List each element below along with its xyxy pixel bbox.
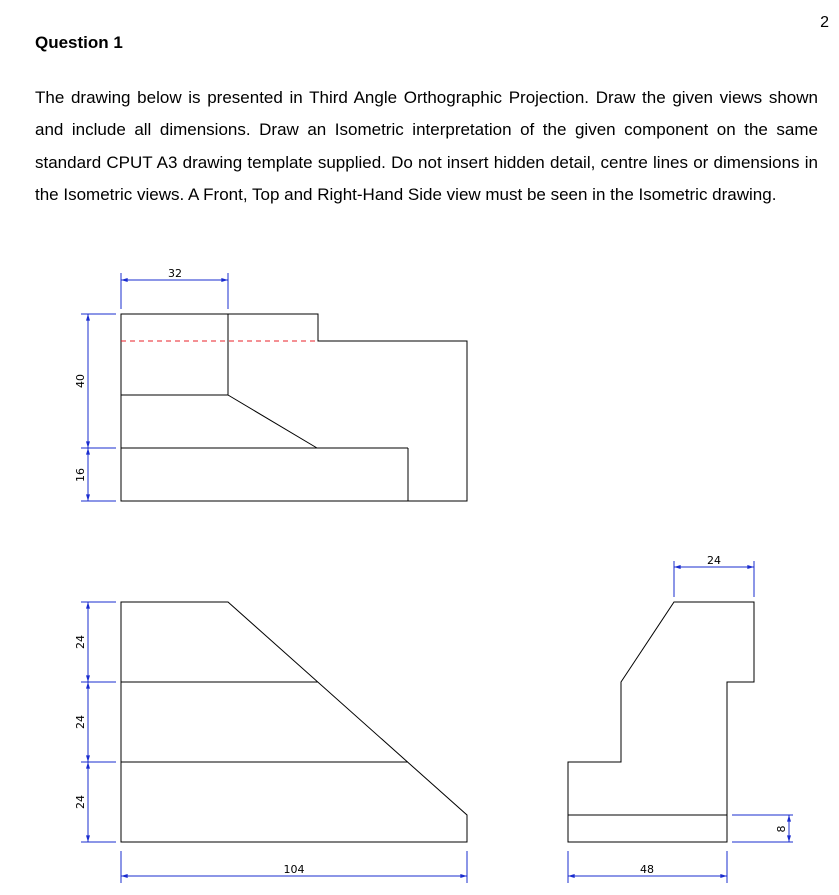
top-view-slope-line [228, 395, 317, 448]
dim-label-16: 16 [74, 468, 87, 482]
dim-label-24-b: 24 [74, 715, 87, 729]
front-view-outline [121, 602, 467, 842]
dim-label-24-side: 24 [707, 554, 721, 567]
dim-label-48: 48 [640, 863, 654, 876]
question-title: Question 1 [35, 33, 123, 52]
side-view-outline [568, 602, 754, 842]
front-view-dimensions [81, 602, 467, 883]
side-view [568, 602, 754, 842]
top-view-dimensions [81, 273, 228, 501]
question-text: The drawing below is presented in Third Angle Orthographic Projection. Draw the given views shown and include all dimensions. Draw an Isometric interpretation of the given component on the same standard CPUT A3 drawing template supplied. Do not insert hidden detail, centre lines or dimensions in the Isometric views. A Front, Top and Right-Hand Side view must be seen in the Isometric drawing. [35, 88, 818, 204]
dim-label-8: 8 [775, 825, 788, 833]
dim-label-40: 40 [74, 374, 87, 388]
dim-label-32: 32 [168, 267, 182, 280]
dim-label-104: 104 [283, 863, 305, 876]
top-view [121, 314, 467, 501]
front-view [121, 602, 467, 842]
dim-label-24-c: 24 [74, 795, 87, 809]
dim-label-24-a: 24 [74, 635, 87, 649]
top-view-outline [121, 314, 467, 501]
side-view-dimensions [568, 561, 793, 883]
page-number: 2 [820, 14, 829, 31]
